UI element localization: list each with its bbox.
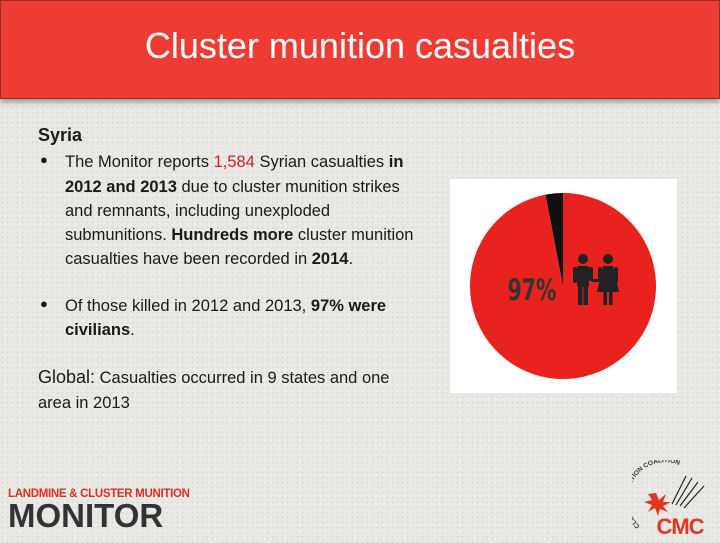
civilian-share-graphic <box>450 179 677 393</box>
bullet-list <box>38 150 418 342</box>
cmc-ring-text: C ON COALITION <box>632 460 681 530</box>
slide-title: Cluster munition casualties <box>144 24 576 66</box>
global-summary <box>38 364 418 415</box>
cmc-logo <box>632 460 718 538</box>
bullet-civilians: ● Of those killed in 2012 and 2013, 97% were civilians. <box>40 295 387 339</box>
percent-label: 97% <box>507 274 557 308</box>
cmc-emblem <box>632 460 718 538</box>
strike-lines <box>672 476 704 508</box>
global-label: Global: <box>38 367 96 388</box>
content-area <box>38 122 418 415</box>
monitor-logo-wordmark: MONITOR <box>8 497 164 534</box>
title-bar <box>0 0 720 99</box>
monitor-logo <box>8 488 190 534</box>
pie-graphic <box>450 179 677 393</box>
casualty-count: 1,584 <box>213 153 255 172</box>
bullet-casualties: ● The Monitor reports 1,584 Syrian casualties in 2012 and 2013 due to cluster munition strikes and remnants, including unexploded submunitions. Hundreds more cluster munition casualties have been recorded in 2014. <box>40 152 414 269</box>
monitor-logo-tagline: LANDMINE & CLUSTER MUNITION <box>8 488 190 500</box>
section-heading: Syria <box>38 125 83 145</box>
cmc-letters: CMC <box>656 514 704 538</box>
bullet-dot-icon: ● <box>40 152 48 168</box>
global-text: Casualties occurred in 9 states and one area in 2013 <box>38 369 390 412</box>
burst-icon <box>644 493 671 516</box>
bullet-dot-icon: ● <box>40 295 48 311</box>
